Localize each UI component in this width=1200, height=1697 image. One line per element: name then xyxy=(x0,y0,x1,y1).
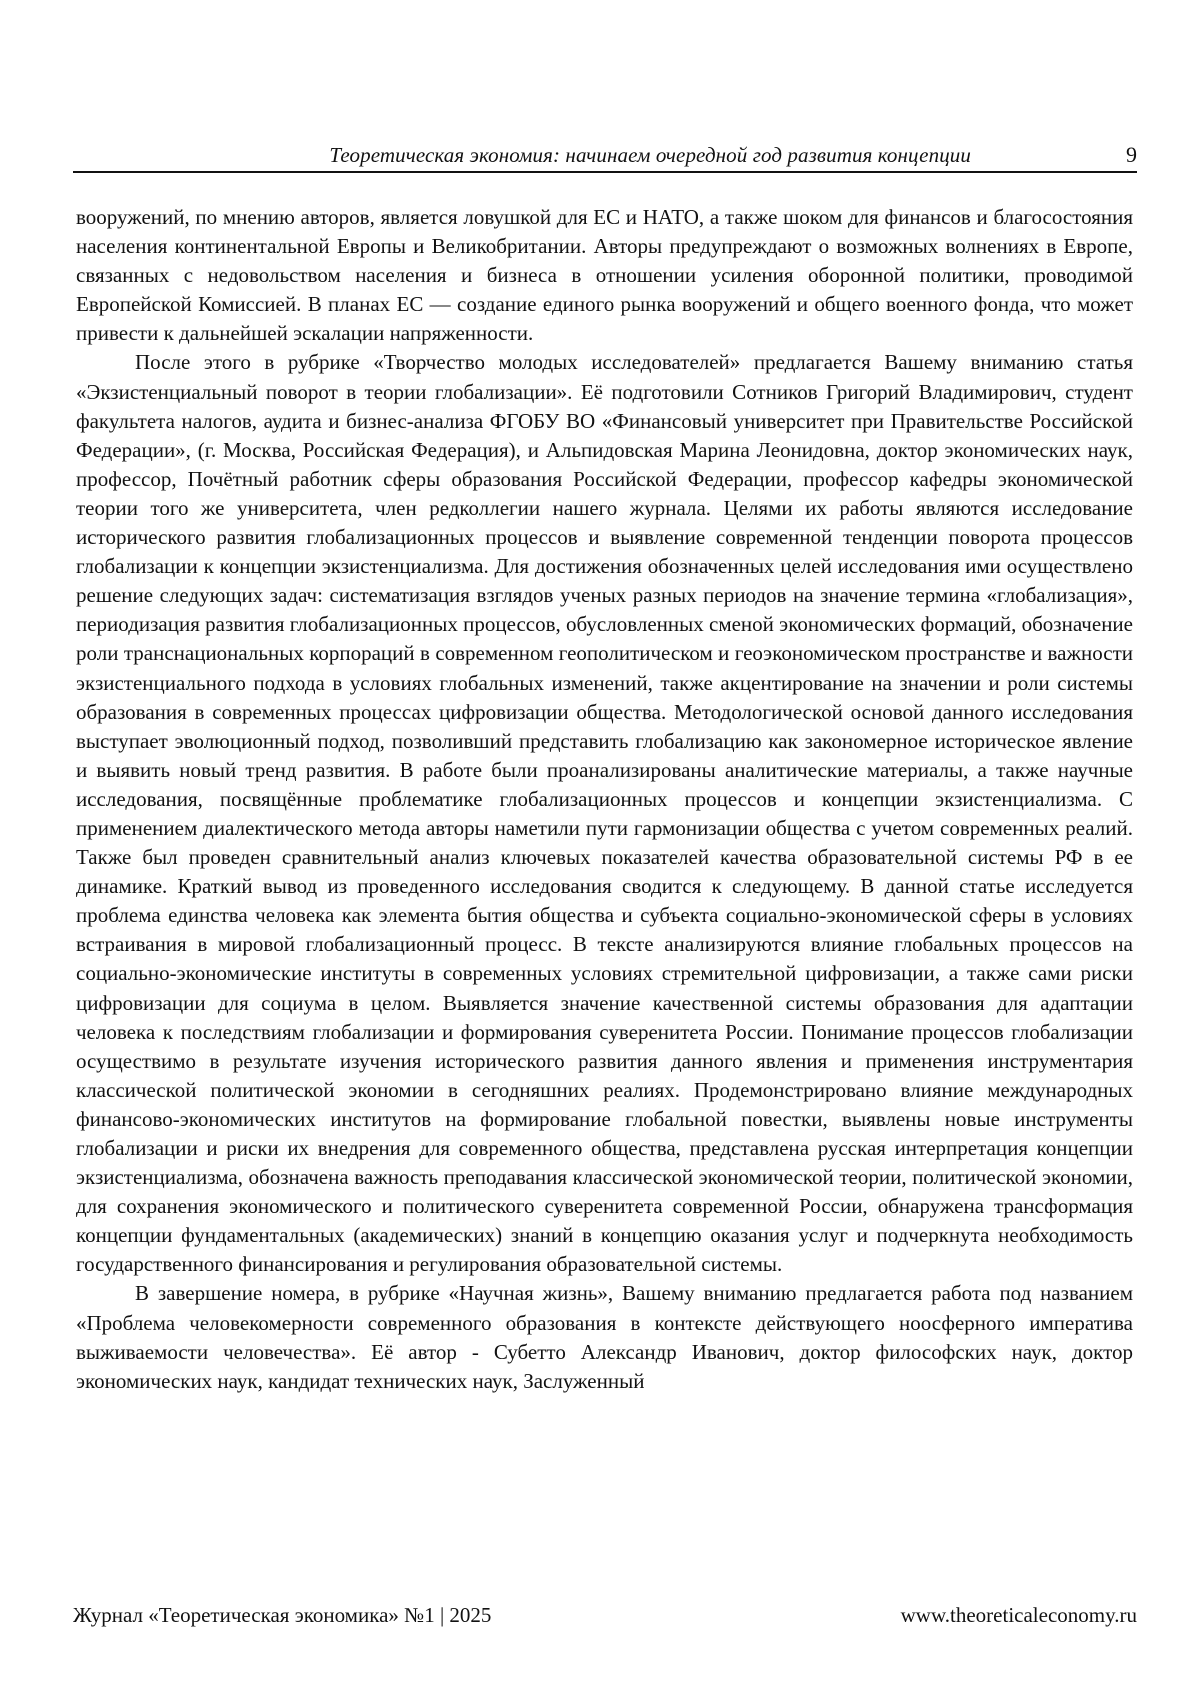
page-number: 9 xyxy=(1126,142,1137,167)
paragraph: В завершение номера, в рубрике «Научная жизнь», Вашему вниманию предлагается работа под названием «Проблема человекомерности современного образования в контексте действующего ноосферного императива выживаемости человечества». Её автор - Субетто Александр Иванович, доктор философских наук, доктор экономических наук, кандидат технических наук, Заслуженный xyxy=(76,1281,1133,1393)
running-header xyxy=(73,141,1137,173)
article-body xyxy=(76,203,1133,1396)
footer-website-link[interactable]: www.theoreticaleconomy.ru xyxy=(900,1603,1137,1627)
footer-journal-issue: Журнал «Теоретическая экономика» №1 | 2025 xyxy=(73,1603,492,1627)
paragraph: После этого в рубрике «Творчество молодых исследователей» предлагается Вашему вниманию статья «Экзистенциальный поворот в теории глобализации». Её подготовили Сотников Григорий Владимирович, студент факультета налогов, аудита и бизнес-анализа ФГОБУ ВО «Финансовый университет при Правительстве Российской Федерации», (г. Москва, Российская Федерация), и Альпидовская Марина Леонидовна, доктор экономических наук, профессор, Почётный работник сферы образования Российской Федерации, профессор кафедры экономической теории того же университета, член редколлегии нашего журнала. Целями их работы являются исследование исторического развития глобализационных процессов и выявление современной тенденции поворота процессов глобализации к концепции экзистенциализма. Для достижения обозначенных целей исследования ими осуществлено решение следующих задач: систематизация взглядов ученых разных периодов на значение термина «глобализация», периодизация развития глобализационных процессов, обусловленных сменой экономических формаций, обозначение роли транснациональных корпораций в современном геополитическом и геоэкономическом пространстве и важности экзистенциального подхода в условиях глобальных изменений, также акцентирование на значении и роли системы образования в современных процессах цифровизации общества. Методологической основой данного исследования выступает эволюционный подход, позволивший представить глобализацию как закономерное историческое явление и выявить новый тренд развития. В работе были проанализированы аналитические материалы, а также научные исследования, посвящённые проблематике глобализационных процессов и концепции экзистенциализма. С применением диалектического метода авторы наметили пути гармонизации общества с учетом современных реалий. Также был проведен сравнительный анализ ключевых показателей качества образовательной системы РФ в ее динамике. Краткий вывод из проведенного исследования сводится к следующему. В данной статье исследуется проблема единства человека как элемента бытия общества и субъекта социально-экономической сферы в условиях встраивания в мировой глобализационный процесс. В тексте анализируются влияние глобальных процессов на социально-экономические институты в современных условиях стремительной цифровизации, а также сами риски цифровизации для социума в целом. Выявляется значение качественной системы образования для адаптации человека к последствиям глобализации и формирования суверенитета России. Понимание процессов глобализации осуществимо в результате изучения исторического развития данного явления и применения инструментария классической политической экономии в сегодняшних реалиях. Продемонстрировано влияние международных финансово-экономических институтов на формирование глобальной повестки, выявлены новые инструменты глобализации и риски их внедрения для современного общества, представлена русская интерпретация концепции экзистенциализма, обозначена важность преподавания классической экономической теории, политической экономии, для сохранения экономического и политического суверенитета современной России, обнаружена трансформация концепции фундаментальных (академических) знаний в концепцию оказания услуг и подчеркнута необходимость государственного финансирования и регулирования образовательной системы. xyxy=(76,350,1133,1277)
paragraph: вооружений, по мнению авторов, является ловушкой для ЕС и НАТО, а также шоком для финансов и благосостояния населения континентальной Европы и Великобритании. Авторы предупреждают о возможных волнениях в Европе, связанных с недовольством населения и бизнеса в отношении усиления оборонной политики, проводимой Европейской Комиссией. В планах ЕС — создание единого рынка вооружений и общего военного фонда, что может привести к дальнейшей эскалации напряженности. xyxy=(76,205,1133,346)
running-footer xyxy=(73,1600,1137,1630)
header-title: Теоретическая экономия: начинаем очередной год развития концепции xyxy=(329,143,971,167)
